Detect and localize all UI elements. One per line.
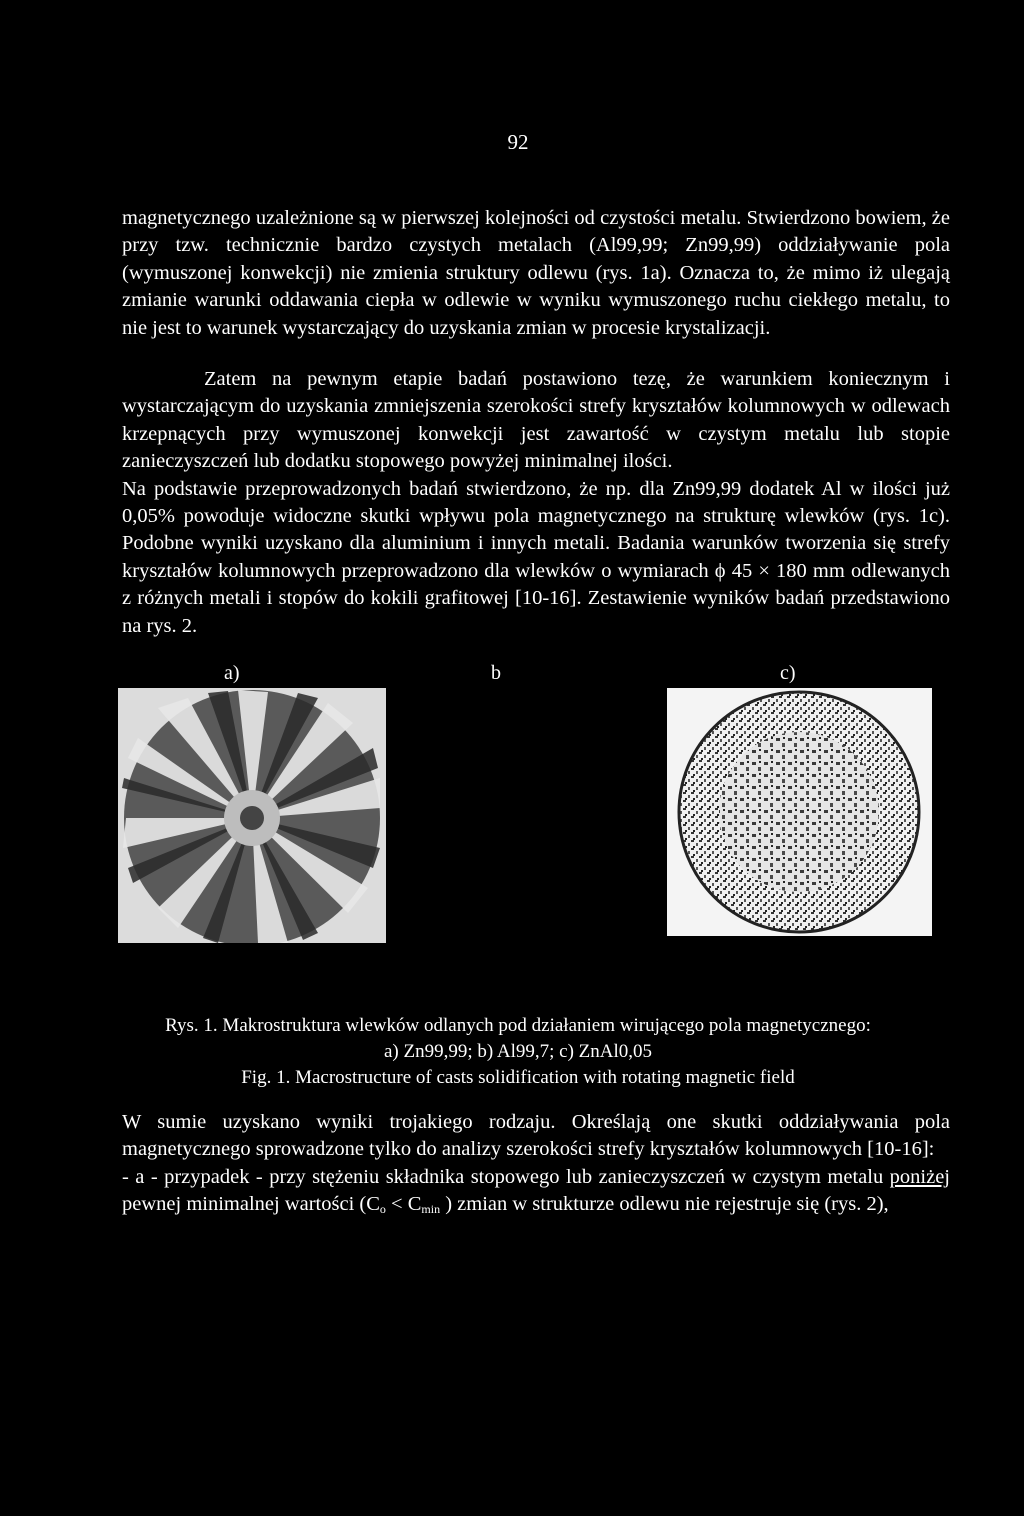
macrostructure-c-drawing: [667, 688, 932, 936]
figure-caption-polish: Rys. 1. Makrostruktura wlewków odlanych pod działaniem wirującego pola magnetycznego:: [165, 1015, 871, 1036]
paragraph-4-5: [122, 1109, 950, 1219]
paragraph-5-part-d: ) zmian w strukturze odlewu nie rejestruje się (rys. 2),: [440, 1193, 889, 1216]
subscript-o: o: [379, 1202, 386, 1217]
figure-label-c: c): [780, 662, 796, 684]
figure-label-b: b: [491, 662, 501, 684]
paragraph-2-3: [122, 366, 950, 640]
paragraph-5-part-c: < C: [385, 1193, 422, 1216]
paragraph-5-underlined: poniżej: [889, 1165, 950, 1188]
figure-caption-english: Fig. 1. Macrostructure of casts solidification with rotating magnetic field: [241, 1067, 795, 1088]
paragraph-3-text: Na podstawie przeprowadzonych badań stwierdzono, że np. dla Zn99,99 dodatek Al w ilości już 0,05% powoduje widoczne skutki wpływu pola magnetycznego na strukturę wlewków (rys. 1c). Podobne wyniki uzyskano dla aluminium i innych metali. Badania warunków tworzenia się strefy kryształów kolumnowych przeprowadzono dla wlewków o wymiarach ϕ 45 × 180 mm odlewanych z różnych metali i stopów do kokili grafitowej [10-16]. Zestawienie wyników badań przedstawiono na rys. 2.: [122, 477, 950, 637]
paragraph-5-part-a: - a - przypadek - przy stężeniu składnika stopowego lub zanieczyszczeń w czystym metalu: [122, 1165, 890, 1188]
page-number: 92: [507, 130, 529, 154]
macrostructure-image-c: [667, 688, 932, 936]
macrostructure-a-drawing: [118, 688, 386, 943]
subscript-min: min: [421, 1202, 441, 1217]
paragraph-2-text: Zatem na pewnym etapie badań postawiono tezę, że warunkiem koniecznym i wystarczającym do uzyskania zmniejszenia szerokości strefy kryształów kolumnowych w odlewach krzepnących przy wymuszonej konwekcji jest zawartość w czystym metalu lub stopie zanieczyszczeń lub dodatku stopowego powyżej minimalnej ilości.: [122, 368, 950, 473]
paragraph-1: [122, 205, 950, 342]
paragraph-5-text: [122, 1164, 950, 1219]
macrostructure-image-a: [118, 688, 386, 943]
figure-label-a: a): [224, 662, 240, 684]
paragraph-1-text: magnetycznego uzależnione są w pierwszej kolejności od czystości metalu. Stwierdzono bowiem, że przy tzw. technicznie bardzo czystych metalach (Al99,99; Zn99,99) oddziaływanie pola (wymuszonej konwekcji) nie zmienia struktury odlewu (rys. 1a). Oznacza to, że mimo iż ulegają zmianie warunki oddawania ciepła w odlewie w wyniku wymuszonego ruchu ciekłego metalu, to nie jest to warunek wystarczający do uzyskania zmian w procesie krystalizacji.: [122, 207, 950, 339]
paragraph-4-text: W sumie uzyskano wyniki trojakiego rodzaju. Określają one skutki oddziaływania pola magnetycznego sprowadzone tylko do analizy szerokości strefy kryształów kolumnowych [10-16]:: [122, 1111, 950, 1161]
paragraph-5-part-b: pewnej minimalnej wartości (C: [122, 1193, 380, 1216]
figure-caption-samples: a) Zn99,99; b) Al99,7; c) ZnAl0,05: [383, 1041, 653, 1062]
